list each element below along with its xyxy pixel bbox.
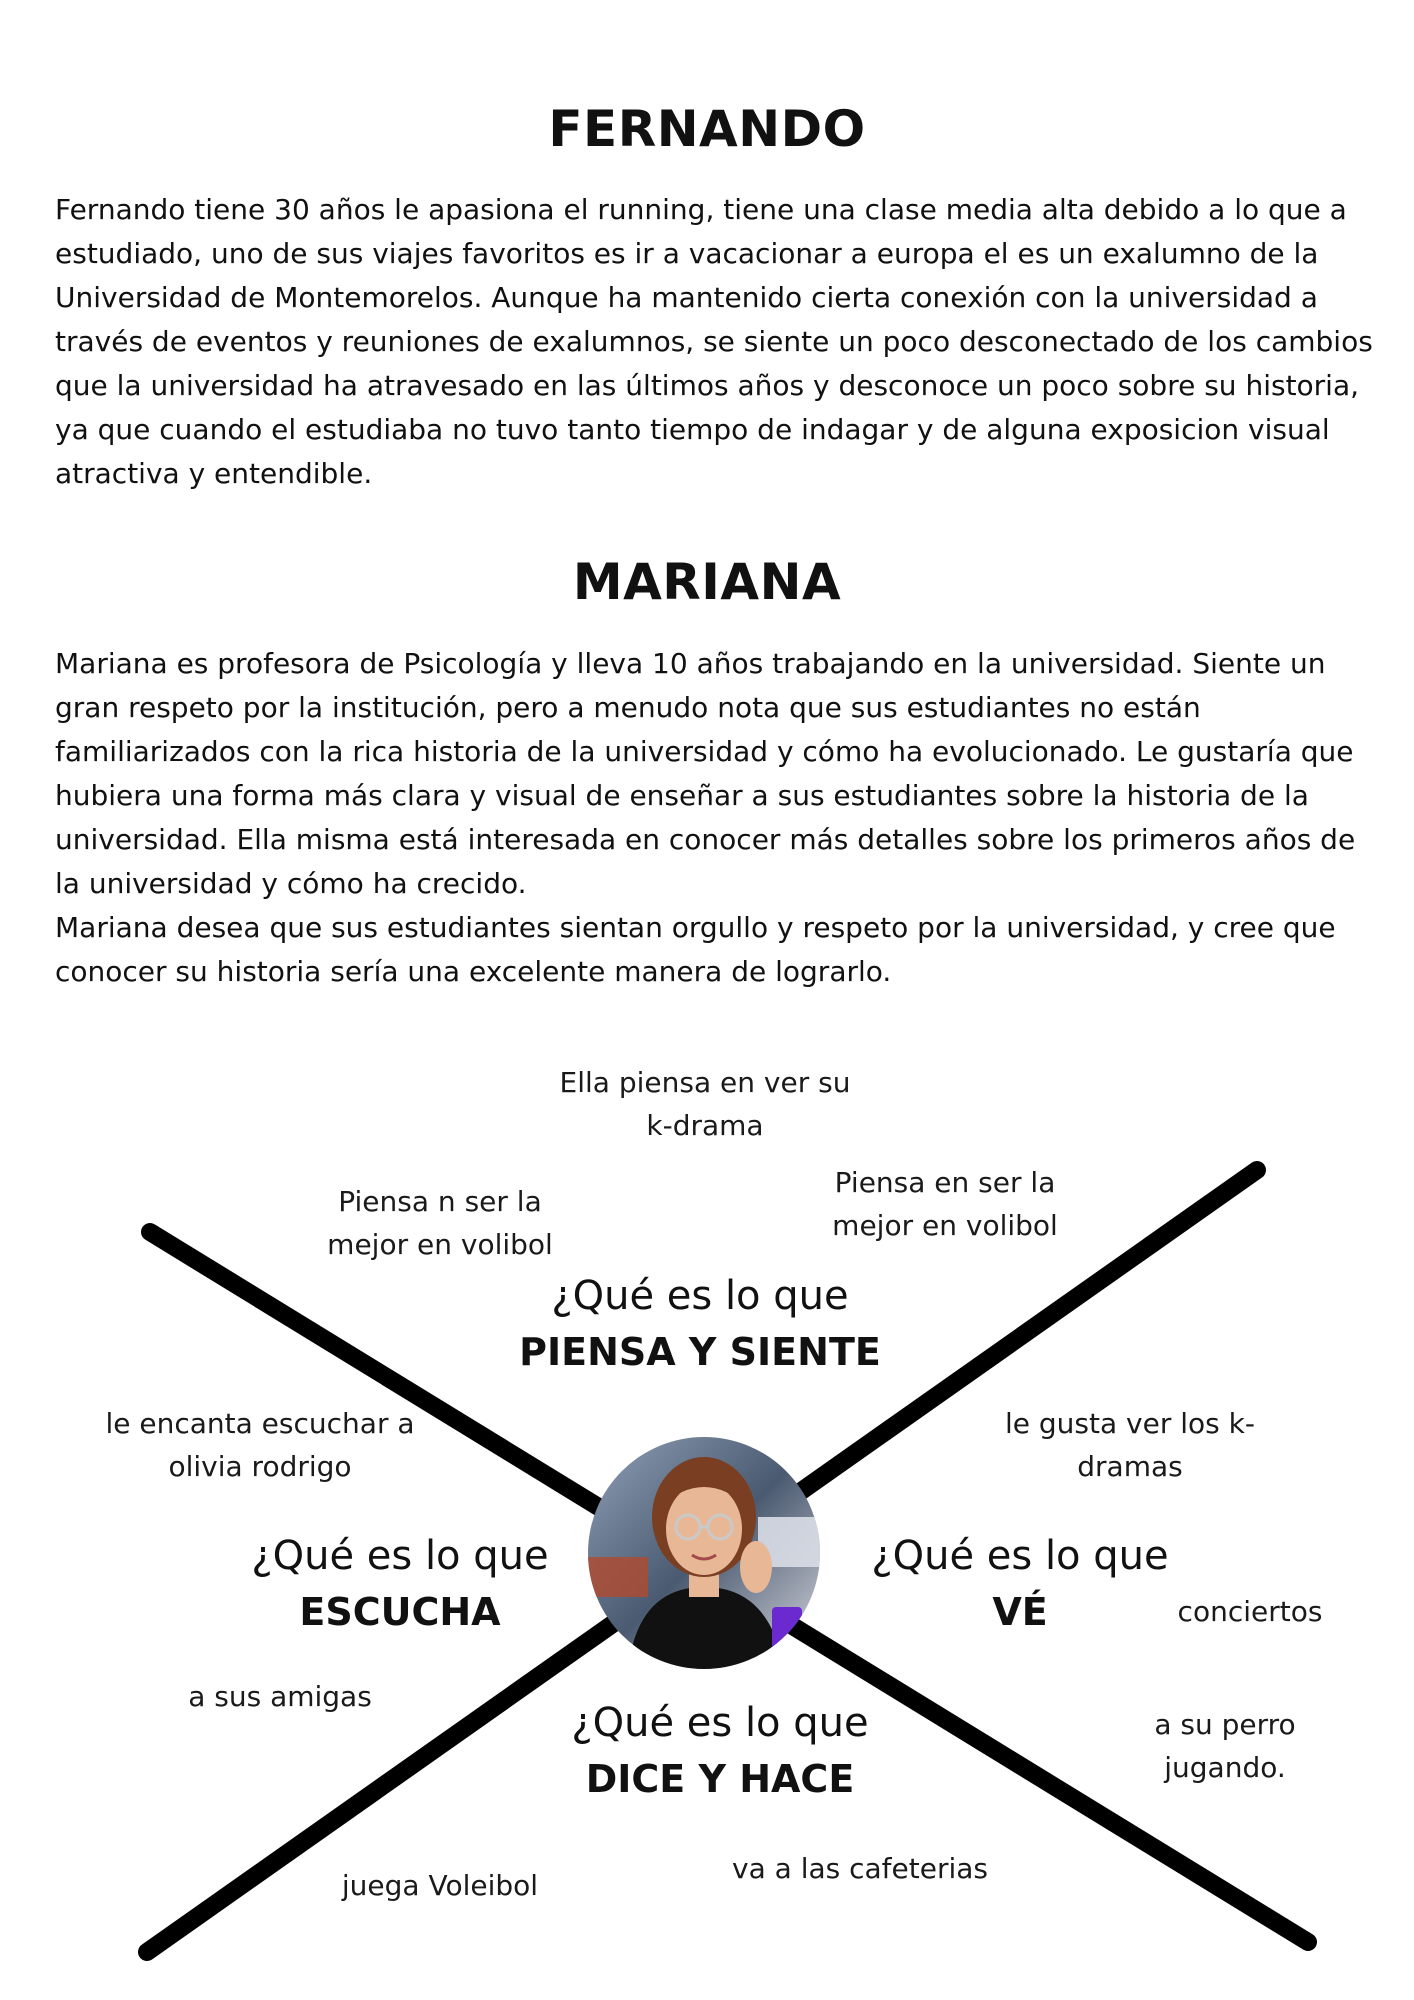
fernando-paragraph: Fernando tiene 30 años le apasiona el running, tiene una clase media alta debido a lo que a estudiado, uno de sus viajes favoritos es ir a vacacionar a europa el es un exalumno de la Universidad de Montemorelos. Aunque ha mantenido cierta conexión con la universidad a través de eventos y reuniones de exalumnos, se siente un poco desconectado de los cambios que la universidad ha atravesado en las últimos años y desconoce un poco sobre su historia, ya que cuando el estudiaba no tuvo tanto tiempo de indagar y de alguna exposicion visual atractiva y entendible. bbox=[55, 193, 1373, 490]
see-label: VÉ bbox=[992, 1590, 1048, 1634]
say-do-question bbox=[520, 1695, 920, 1807]
see-note-kdramas: le gusta ver los k-dramas bbox=[1005, 1407, 1255, 1483]
think-note-kdrama: Ella piensa en ver su k-drama bbox=[559, 1066, 851, 1142]
see-question-text: ¿Qué es lo que bbox=[871, 1533, 1169, 1579]
say-question-text: ¿Qué es lo que bbox=[571, 1700, 869, 1746]
hear-label: ESCUCHA bbox=[299, 1590, 501, 1634]
mariana-paragraph-2: Mariana desea que sus estudiantes sientan orgullo y respeto por la universidad, y cree que conocer su historia sería una excelente manera de lograrlo. bbox=[55, 911, 1336, 988]
see-note-dog: a su perro jugando. bbox=[1154, 1708, 1296, 1784]
hear-note-olivia-rodrigo: le encanta escuchar a olivia rodrigo bbox=[105, 1407, 415, 1483]
say-note-volleyball: juega Voleibol bbox=[341, 1869, 539, 1902]
avatar bbox=[588, 1437, 820, 1669]
see-note-concerts: conciertos bbox=[1177, 1595, 1323, 1628]
say-label: DICE Y HACE bbox=[585, 1757, 855, 1801]
think-label: PIENSA Y SIENTE bbox=[519, 1330, 881, 1374]
mariana-title: MARIANA bbox=[572, 553, 842, 611]
hear-question bbox=[210, 1528, 590, 1640]
think-feel-question bbox=[480, 1268, 920, 1380]
say-note-cafeterias: va a las cafeterias bbox=[732, 1852, 988, 1885]
fernando-title: FERNANDO bbox=[548, 100, 866, 158]
think-note-volleyball-1: Piensa n ser la mejor en volibol bbox=[327, 1185, 553, 1261]
think-question-text: ¿Qué es lo que bbox=[551, 1273, 849, 1319]
young-woman-portrait-icon bbox=[588, 1437, 820, 1669]
see-question bbox=[840, 1528, 1200, 1640]
mariana-paragraph-1: Mariana es profesora de Psicología y lleva 10 años trabajando en la universidad. Siente un gran respeto por la institución, pero a menudo nota que sus estudiantes no están familiarizados con la rica historia de la universidad y cómo ha evolucionado. Le gustaría que hubiera una forma más clara y visual de enseñar a sus estudiantes sobre la historia de la universidad. Ella misma está interesada en conocer más detalles sobre los primeros años de la universidad y cómo ha crecido. bbox=[55, 647, 1356, 900]
hear-note-friends: a sus amigas bbox=[188, 1680, 372, 1713]
think-note-volleyball-2: Piensa en ser la mejor en volibol bbox=[832, 1166, 1058, 1242]
hear-question-text: ¿Qué es lo que bbox=[251, 1533, 549, 1579]
